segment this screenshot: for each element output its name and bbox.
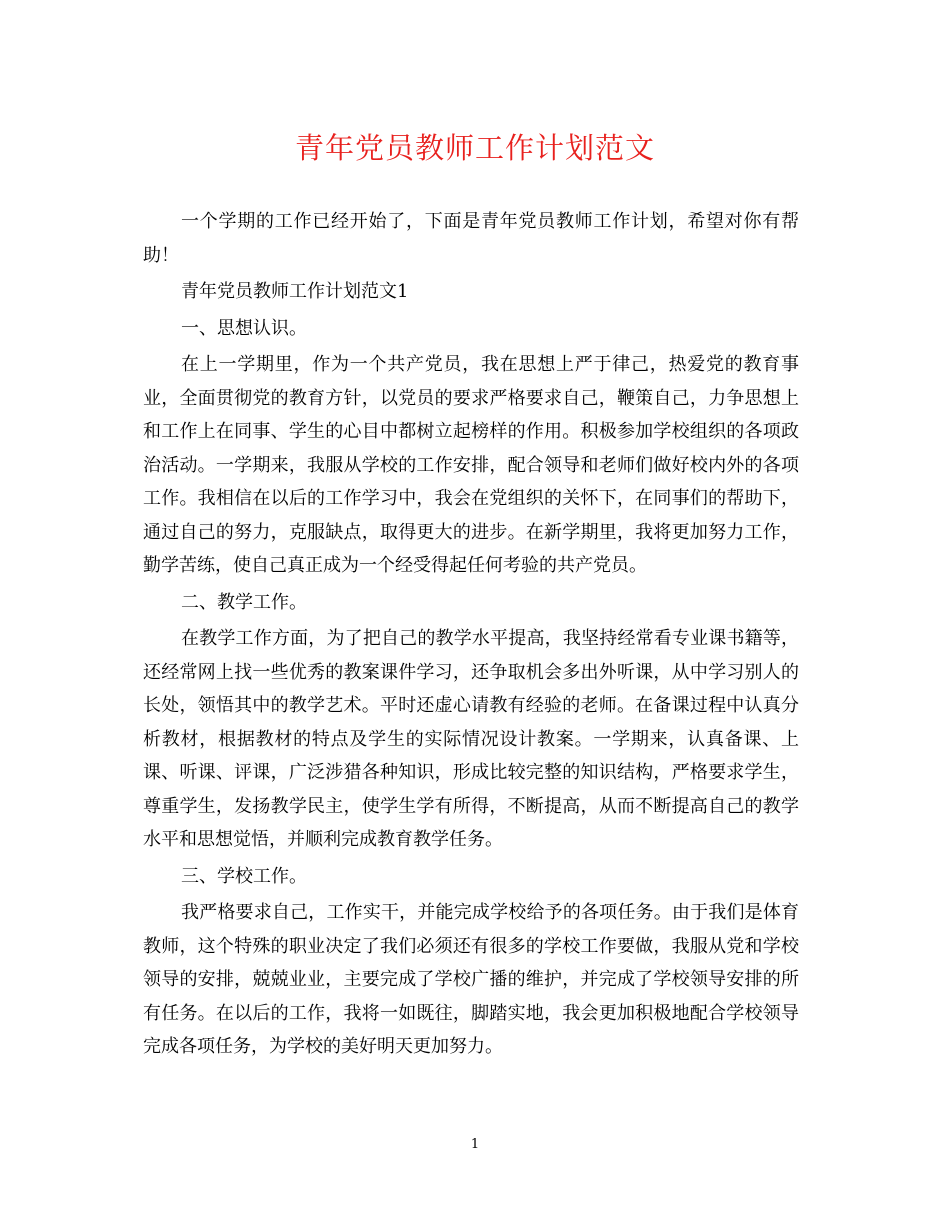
section-body-2: 在教学工作方面，为了把自己的教学水平提高，我坚持经常看专业课书籍等，还经常网上找一些优秀的教案课件学习，还争取机会多出外听课，从中学习别人的长处，领悟其中的教学艺术。平时还虚心请教有经验的老师。在备课过程中认真分析教材，根据教材的特点及学生的实际情况设计教案。一学期来，认真备课、上课、听课、评课，广泛涉猎各种知识，形成比较完整的知识结构，严格要求学生，尊重学生，发扬教学民主，使学生学有所得，不断提高，从而不断提高自己的教学水平和思想觉悟，并顺利完成教育教学任务。	[143, 628, 799, 850]
document-subtitle: 青年党员教师工作计划范文1	[181, 281, 409, 302]
section-heading-3: 三、学校工作。	[181, 865, 307, 887]
document-body	[143, 205, 799, 1067]
document-title: 青年党员教师工作计划范文	[294, 131, 655, 165]
section-body-1: 在上一学期里，作为一个共产党员，我在思想上严于律己，热爱党的教育事业，全面贯彻党的教育方针，以党员的要求严格要求自己，鞭策自己，力争思想上和工作上在同事、学生的心目中都树立起榜样的作用。积极参加学校组织的各项政治活动。一学期来，我服从学校的工作安排，配合领导和老师们做好校内外的各项工作。我相信在以后的工作学习中，我会在党组织的关怀下，在同事们的帮助下，通过自己的努力，克服缺点，取得更大的进步。在新学期里，我将更加努力工作，勤学苦练，使自己真正成为一个经受得起任何考验的共产党员。	[143, 354, 799, 576]
section-heading-2: 二、教学工作。	[181, 591, 307, 613]
intro-paragraph: 一个学期的工作已经开始了，下面是青年党员教师工作计划，希望对你有帮助！	[143, 211, 799, 266]
page-number: 1	[470, 1137, 480, 1152]
section-heading-1: 一、思想认识。	[181, 317, 307, 339]
section-body-3: 我严格要求自己，工作实干，并能完成学校给予的各项任务。由于我们是体育教师，这个特殊的职业决定了我们必须还有很多的学校工作要做，我服从党和学校领导的安排，兢兢业业，主要完成了学校广播的维护，并完成了学校领导安排的所有任务。在以后的工作，我将一如既往，脚踏实地，我会更加积极地配合学校领导完成各项任务，为学校的美好明天更加努力。	[143, 902, 799, 1057]
